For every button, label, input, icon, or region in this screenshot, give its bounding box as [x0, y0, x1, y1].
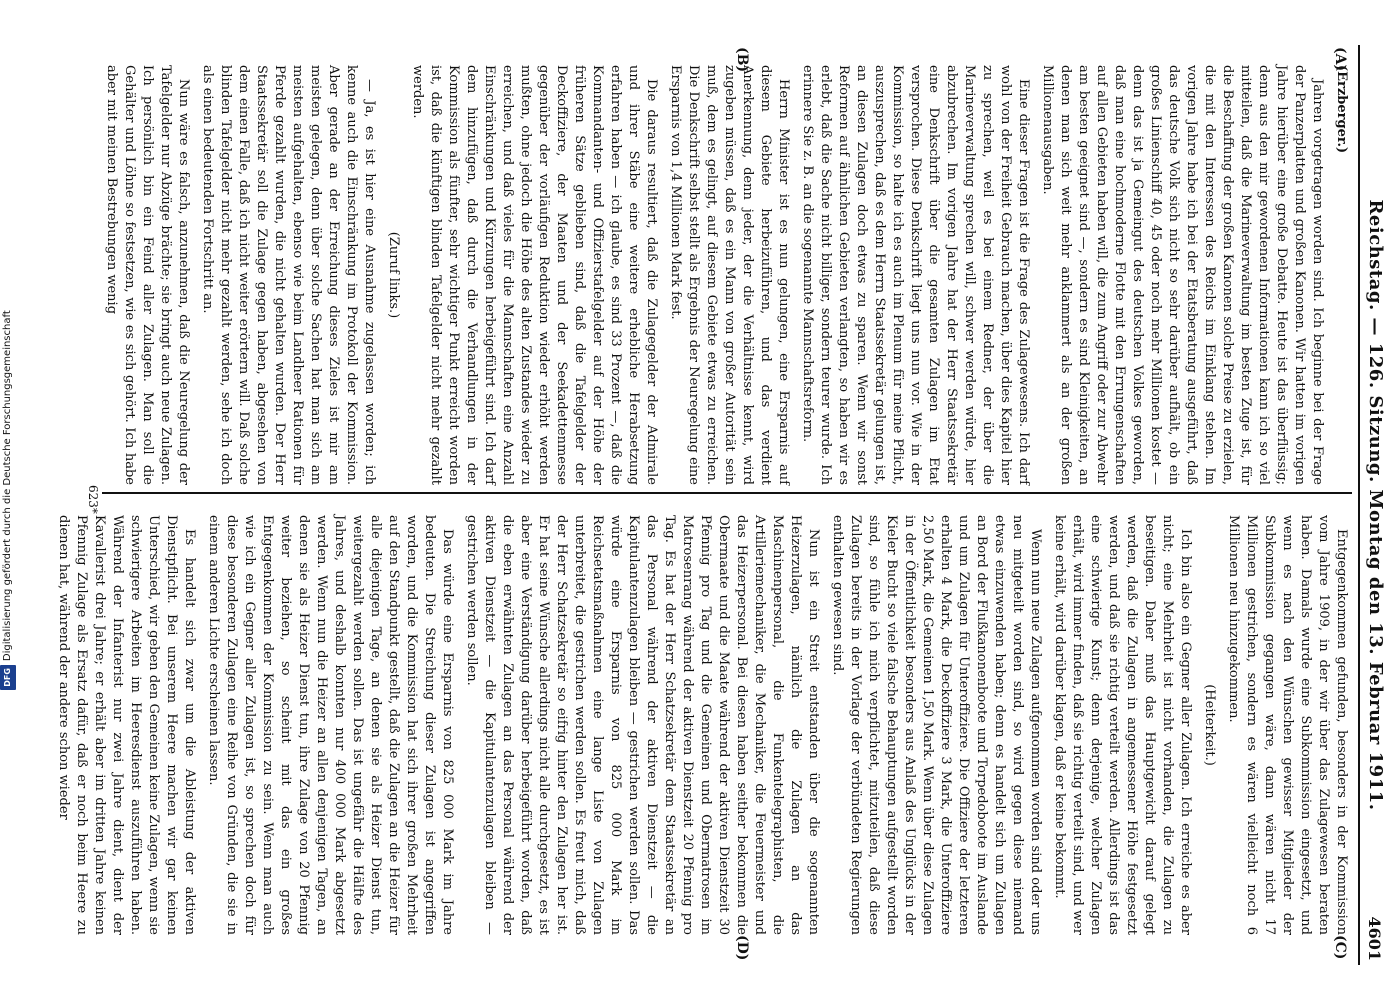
paragraph: Herrn Minister ist es nun gelungen, eine Ersparnis auf diesem Gebiete herbeizuführen, und das verdient Anerkennung, denn jeder, der die Verhältnisse kennt, wird zugeben müssen, daß es ein Mann von großer Autorität sein muß, dem es gelingt, auf diesem Gebiete etwas zu erreichen. Die Denkschrift selbst stellt als Ergebnis der Neuregelung eine Ersparnis von 1,4 Millionen Mark fest.: [668, 65, 791, 485]
page-number: 4601: [1365, 916, 1384, 961]
paragraph: Wenn nun neue Zulagen aufgenommen worden sind oder uns neu mitgeteilt worden sind, so wird gegen diese niemand etwas einzuwenden haben; denn es handelt sich um Zulagen an Bord der Flußkanonenboote und Torpedoboote im Auslande und um Zulagen für Unteroffiziere. Die Offiziere der letzteren erhalten 4 Mark, die Deckoffiziere 3 Mark, die Unteroffiziere 2,50 Mark, die Gemeinen 1,50 Mark. Wenn über diese Zulagen in der Öffentlichkeit besonders aus Anlaß des Unglücks in der Kieler Bucht so viele falsche Behauptungen aufgestellt worden sind, so fühle ich mich verpflichtet, mitzuteilen, daß diese Zulagen bereits in der Vorlage der verbündeten Regierungen enthalten gewesen sind.: [830, 515, 1043, 935]
right-column: [56, 515, 1350, 935]
interjection: (Zuruf links.): [386, 231, 401, 319]
margin-mark-c: (C): [1332, 935, 1348, 960]
interjection: (Heiterkeit.): [1202, 684, 1217, 766]
column-divider: [102, 492, 1352, 494]
paragraph: — Ja, es ist hier eine Ausnahme zugelassen worden; ich kenne auch die Einschränkung im Protokoll der Kommission. Aber gerade an der Erreichung dieses Zieles ist mir am meisten gelegen, denn über solche Sachen hat man sich am meisten aufgehalten, ebenso wie beim Landheer Rationen für Pferde gezahlt wurden, die nicht gehalten wurden. Der Herr Staatssekretär soll die Zulage gegen haben, abgesehen von dem einen Falle, daß ich nicht weiter erörtern will. Daß solche blinden Tafelgelder nicht mehr gezahlt werden, sehe ich doch als einen bedeutenden Fortschritt an.: [200, 65, 377, 485]
paragraph: Die daraus resultiert, daß die Zulagegelder der Admirale und ihrer Stäbe eine weitere erhebliche Herabsetzung erfahren haben — ich glaube, es sind 33 Prozent —, daß die Kommandanten- und Offizierstafelgelder auf der Höhe der früheren Sätze geblieben sind, daß die Tafelgelder der Deckoffiziere, der Maaten und der Seekadettenmesse gegenüber der vorläufigen Reduktion wieder erhöht werden mußten, ohne jedoch die Höhe des alten Zustandes wieder zu erreichen, und daß vieles für die Mannschaften eine Anzahl Einschränkungen und Kürzungen herbeigeführt sind. Ich darf dem hinzufügen, daß durch die Verhandlungen in der Kommission als fünfter, sehr wichtiger Punkt erreicht worden ist, daß die künftigen blinden Tafelgelder nicht mehr gezahlt werden.: [410, 65, 659, 485]
funding-notice: [0, 0, 16, 1000]
left-column: [104, 65, 1350, 485]
page-title: Reichstag. — 126. Sitzung. Montag den 13. Februar 1911.: [1365, 199, 1386, 811]
paragraph: Entgegenkommen gefunden, besonders in der Kommission vom Jahre 1909, in der wir über das Zulagewesen beraten haben. Damals wurde eine Subkommission eingesetzt, und wenn es nach den Wünschen gewisser Mitglieder der Subkommission gegangen wäre, dann wären nicht 17 Millionen gestrichen, sondern es wären vielleicht noch 6 Millionen neu hinzugekommen.: [1226, 515, 1349, 935]
margin-mark-b: (B): [734, 47, 750, 73]
page-header: [1358, 45, 1390, 965]
sidebar: [0, 0, 16, 1000]
paragraph: Es handelt sich zwar um die Ableistung der aktiven Dienstpflicht. Bei unserem Heere machen wir gar keinen Unterschied, wir geben den Gemeinen keine Zulagen, wenn sie schwierigere Arbeiten im Heeresdienst auszuführen haben. Während der Infanterist nur zwei Jahre dient, dient der Kavallerist drei Jahre; er erhält aber im dritten Jahre keinen Pfennig Zulage als Ersatz dafür, daß er noch beim Heere zu dienen hat, während der andere schon wieder: [56, 515, 197, 935]
funding-notice-text: Digitalisierung gefördert durch die Deutsche Forschungsgemeinschaft: [2, 310, 13, 662]
scanned-page: [56, 45, 1390, 965]
paragraph: Ich bin also ein Gegner aller Zulagen. Ich erreiche es aber nicht; eine Mehrheit ist nicht vorhanden, die Zulagen zu beseitigen. Daher muß das Hauptgewicht darauf gelegt werden, daß die Zulagen in angemessener Höhe festgesetzt werden, und daß sie richtig verteilt werden. Allerdings ist das eine schwierige Kunst; denn derjenige, welcher Zulagen erhält, wird immer finden, daß sie richtig verteilt sind, und wer keine erhält, wird darüber klagen, daß er keine bekommt.: [1052, 515, 1193, 935]
sheet-signature: 623*: [86, 485, 100, 514]
paragraph: Nun wäre es falsch, anzunehmen, daß die Neuregelung der Tafelgelder nur Abzüge brächte; sie bringt auch neue Zulagen. Ich persönlich bin ein Feind aller Zulagen. Man soll die Gehälter und Löhne so festsetzen, wie es sich gehört. Ich habe aber mit meinen Bestrebungen wenig: [104, 65, 191, 485]
paragraph: Eine dieser Fragen ist die Frage des Zulagewesens. Ich darf wohl von der Freiheit Gebrauch machen, über dies Kapitel hier zu sprechen, weil es bei einem Redner, der über die Marineverwaltung sprechen will, schwer werden würde, hier abzubrechen. Im vorigen Jahre hat der Herr Staatssekretär eine Denkschrift über die gesamten Zulagen im Etat versprochen. Diese Denkschrift liegt uns nun vor. Wie in der Kommission, so halte ich es auch im Plenum für meine Pflicht, auszusprechen, daß es dem Herrn Staatssekretär gelungen ist, an diesen Zulagen doch etwas zu sparen. Wenn wir sonst Reformen auf ähnlichen Gebieten verlangten, so haben wir es erlebt, daß die Sache nicht billiger, sondern teurer wurde. Ich erinnere Sie z. B. an die sogenannte Mannschaftsreform.: [800, 65, 1031, 485]
paragraph: Jahren vorgetragen worden sind. Ich beginne bei der Frage der Panzerplatten und großen Kanonen. Wir hatten im vorigen Jahre hierüber eine große Debatte. Heute ist das überflüssig; denn aus den mir gewordenen Informationen kann ich so viel mitteilen, daß die Marineverwaltung im besten Zuge ist, für die Beschaffung der großen Kanonen solche Preise zu erzielen, die mit den Interessen des Reichs im Einklang stehen. Im vorigen Jahre habe ich bei der Etatsberatung ausgeführt, daß das deutsche Volk sich nicht so sehr darüber aufhält, ob ein großes Linienschiff 40, 45 oder noch mehr Millionen kostet — denn das ist ja Gemeingut des deutschen Volkes geworden, daß man eine hochmoderne Flotte mit den Errungenschaften auf allen Gebieten haben will, die zum Angriff oder zur Abwehr am besten geeignet sind —, sondern es sind Kleinigkeiten, an denen man sich weit mehr anklammert als an der großen Millionenausgaben.: [1040, 65, 1325, 485]
dfg-logo: DFG: [0, 665, 16, 690]
margin-mark-a: (A): [1332, 47, 1348, 72]
paragraph: Nun ist ein Streit entstanden über die sogenannten Heizerzulagen, nämlich die Zulagen an das Maschinenpersonal, die Funkentelegraphisten, die Artilleriemechaniker, die Mechaniker, die Feuermeister und das Heizerpersonal. Bei diesen haben seither bekommen die Obermaate und die Maate während der aktiven Dienstzeit 30 Pfennig pro Tag und die Gemeinen und Obermatrosen im Matrosenrang während der aktiven Dienstzeit 20 Pfennig pro Tag. Es hat der Herr Schatzsekretär dem Staatssekretär an das Personal während der aktiven Dienstzeit — die Kapitulantenzulagen bleiben — gestrichen werden sollen. Das würde eine Ersparnis von 825 000 Mark im Reichsetatsmaßnahmen eine lange Liste von Zulagen unterbreitet, die gestrichen werden sollen. Es freut mich, daß der Herr Schatzsekretär so eifrig hinter den Zulagen her ist. Er hat seine Wünsche allerdings nicht alle durchgesetzt, es ist aber eine Verständigung darüber herbeigeführt worden, daß die eben erwähnten Zulagen an das Personal während der aktiven Dienstzeit — die Kapitulantenzulagen bleiben — gestrichen werden sollen.: [464, 515, 821, 935]
paragraph: Das würde eine Ersparnis von 825 000 Mark im Jahre bedeuten. Die Streichung dieser Zulagen ist angegriffen worden, und die Kommission hat sich ihrer großen Mehrheit auf den Standpunkt gestellt, daß die Zulagen an die Heizer für alle diejenigen Tage, an denen sie als Heizer Dienst tun, weitergezahlt werden sollen. Das ist ungefähr die Hälfte des Jahres, und deshalb konnten nur 400 000 Mark abgesetzt werden. Wenn nun die Heizer an allen denjenigen Tagen, an denen sie als Heizer Dienst tun, ihre Zulage von 20 Pfennig weiter beziehen, so scheint mit das ein großes Entgegenkommen der Kommission zu sein. Wenn man auch wie ich ein Gegner aller Zulagen ist, so sprechen doch für diese besonderen Zulagen eine Reihe von Gründen, die sie in einem anderen Lichte erscheinen lassen.: [206, 515, 455, 935]
margin-mark-d: (D): [734, 935, 750, 961]
speaker-name: (Erzberger.): [1334, 65, 1349, 154]
